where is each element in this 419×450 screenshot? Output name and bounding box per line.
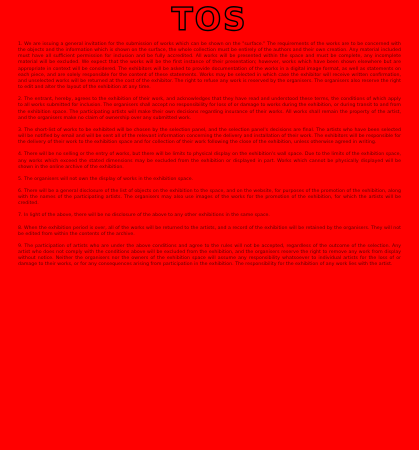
clause-3: 3. The short-list of works to be exhibited will be chosen by the selection panel, and the selection panel's decisions are final. The artists who have been selected will be notified by email and will be sent all of the relevant information concerning the delivery and installation of their work. The exhibitors will be responsible for the delivery of their work to the exhibition space and for collection of their work following the close of the exhibition, unless otherwise agreed in writing. bbox=[18, 127, 401, 146]
clause-2: 2. The entrant, hereby, agrees to the exhibition of their work, and acknowledges that they have read and understood these terms, the conditions of which apply to all works submitted for inclusion. The organisers shall accept no responsibility for loss of or damage to works during the exhibition, or during transit to and from the exhibition space. The participating artists will make their own decisions regarding insurance of their works. All works shall remain the property of the artist, and the organisers make no claim of ownership over any submitted work. bbox=[18, 97, 401, 121]
clause-8: 8. When the exhibition period is over, all of the works will be returned to the artists, and a record of the exhibition will be retained by the organisers. They will not be edited from within the contents of the archive. bbox=[18, 225, 401, 237]
clause-5: 5. The organisers will not own the display of works in the exhibition space. bbox=[18, 176, 194, 182]
clause-4: 4. There will be no selling or the entry of works, but there will be limits to physical display on the exhibition's wall space. Due to the limits of the exhibition space, any works which exceed the stated dimensions may be excluded from the exhibition or displayed in part. Works which cannot be physically displayed will be shown in the online archive of the exhibition. bbox=[18, 152, 401, 170]
clause-6: 6. There will be a general disclosure of the list of objects on the exhibition to the space, and on the website, for purposes of the promotion of the exhibition, along with the names of the participating artists. The organisers may also use images of the works for the promotion of the exhibition, for which the artists will be credited. bbox=[18, 188, 401, 207]
clause-1: 1. We are issuing a general invitation for the submission of works which can be shown on the "surface." The requirements of the works are to be concerned with the objects and the information which is shown on the surface, the whole collection must be entirely of the authors and their own creation. Any material included must have all sufficient permission for inclusion and be fully accredited. All works will be presented within the space and must be complete, any incomplete material will be excluded. We expect that the works will be the first instance of their presentation; however, works which have been shown elsewhere but are appropriate in context will be considered. The exhibitors will be asked to provide documentation of the works in a digital image format, as well as statements on each piece, and are solely responsible for the content of these statements. Works may be selected in which case the exhibitor will receive written confirmation, and unselected works will be returned at the cost of the exhibitor. The right to refuse any work is reserved by the organisers. The organisers also reserve the right to edit and alter the layout of the exhibition at any time. bbox=[18, 42, 401, 91]
page-title: TOS bbox=[171, 2, 248, 38]
clause-7: 7. In light of the above, there will be no disclosure of the above to any other exhibitions in the same space. bbox=[18, 213, 270, 219]
tos-body bbox=[18, 42, 401, 275]
clause-9: 9. The participation of artists who are under the above conditions and agree to the rules will not be accepted, regardless of the outcome of the selection. Any artist who does not comply with the conditions above will be excluded from the exhibition, and the organisers reserve the right to remove any work from display without notice. Neither the organisers nor the owners of the exhibition space will assume any responsibility whatsoever to individual artists for the loss of or damage to their works, or for any consequences arising from participation in the exhibition. The responsibility for the exhibition of any work lies with the artist. bbox=[18, 243, 401, 268]
